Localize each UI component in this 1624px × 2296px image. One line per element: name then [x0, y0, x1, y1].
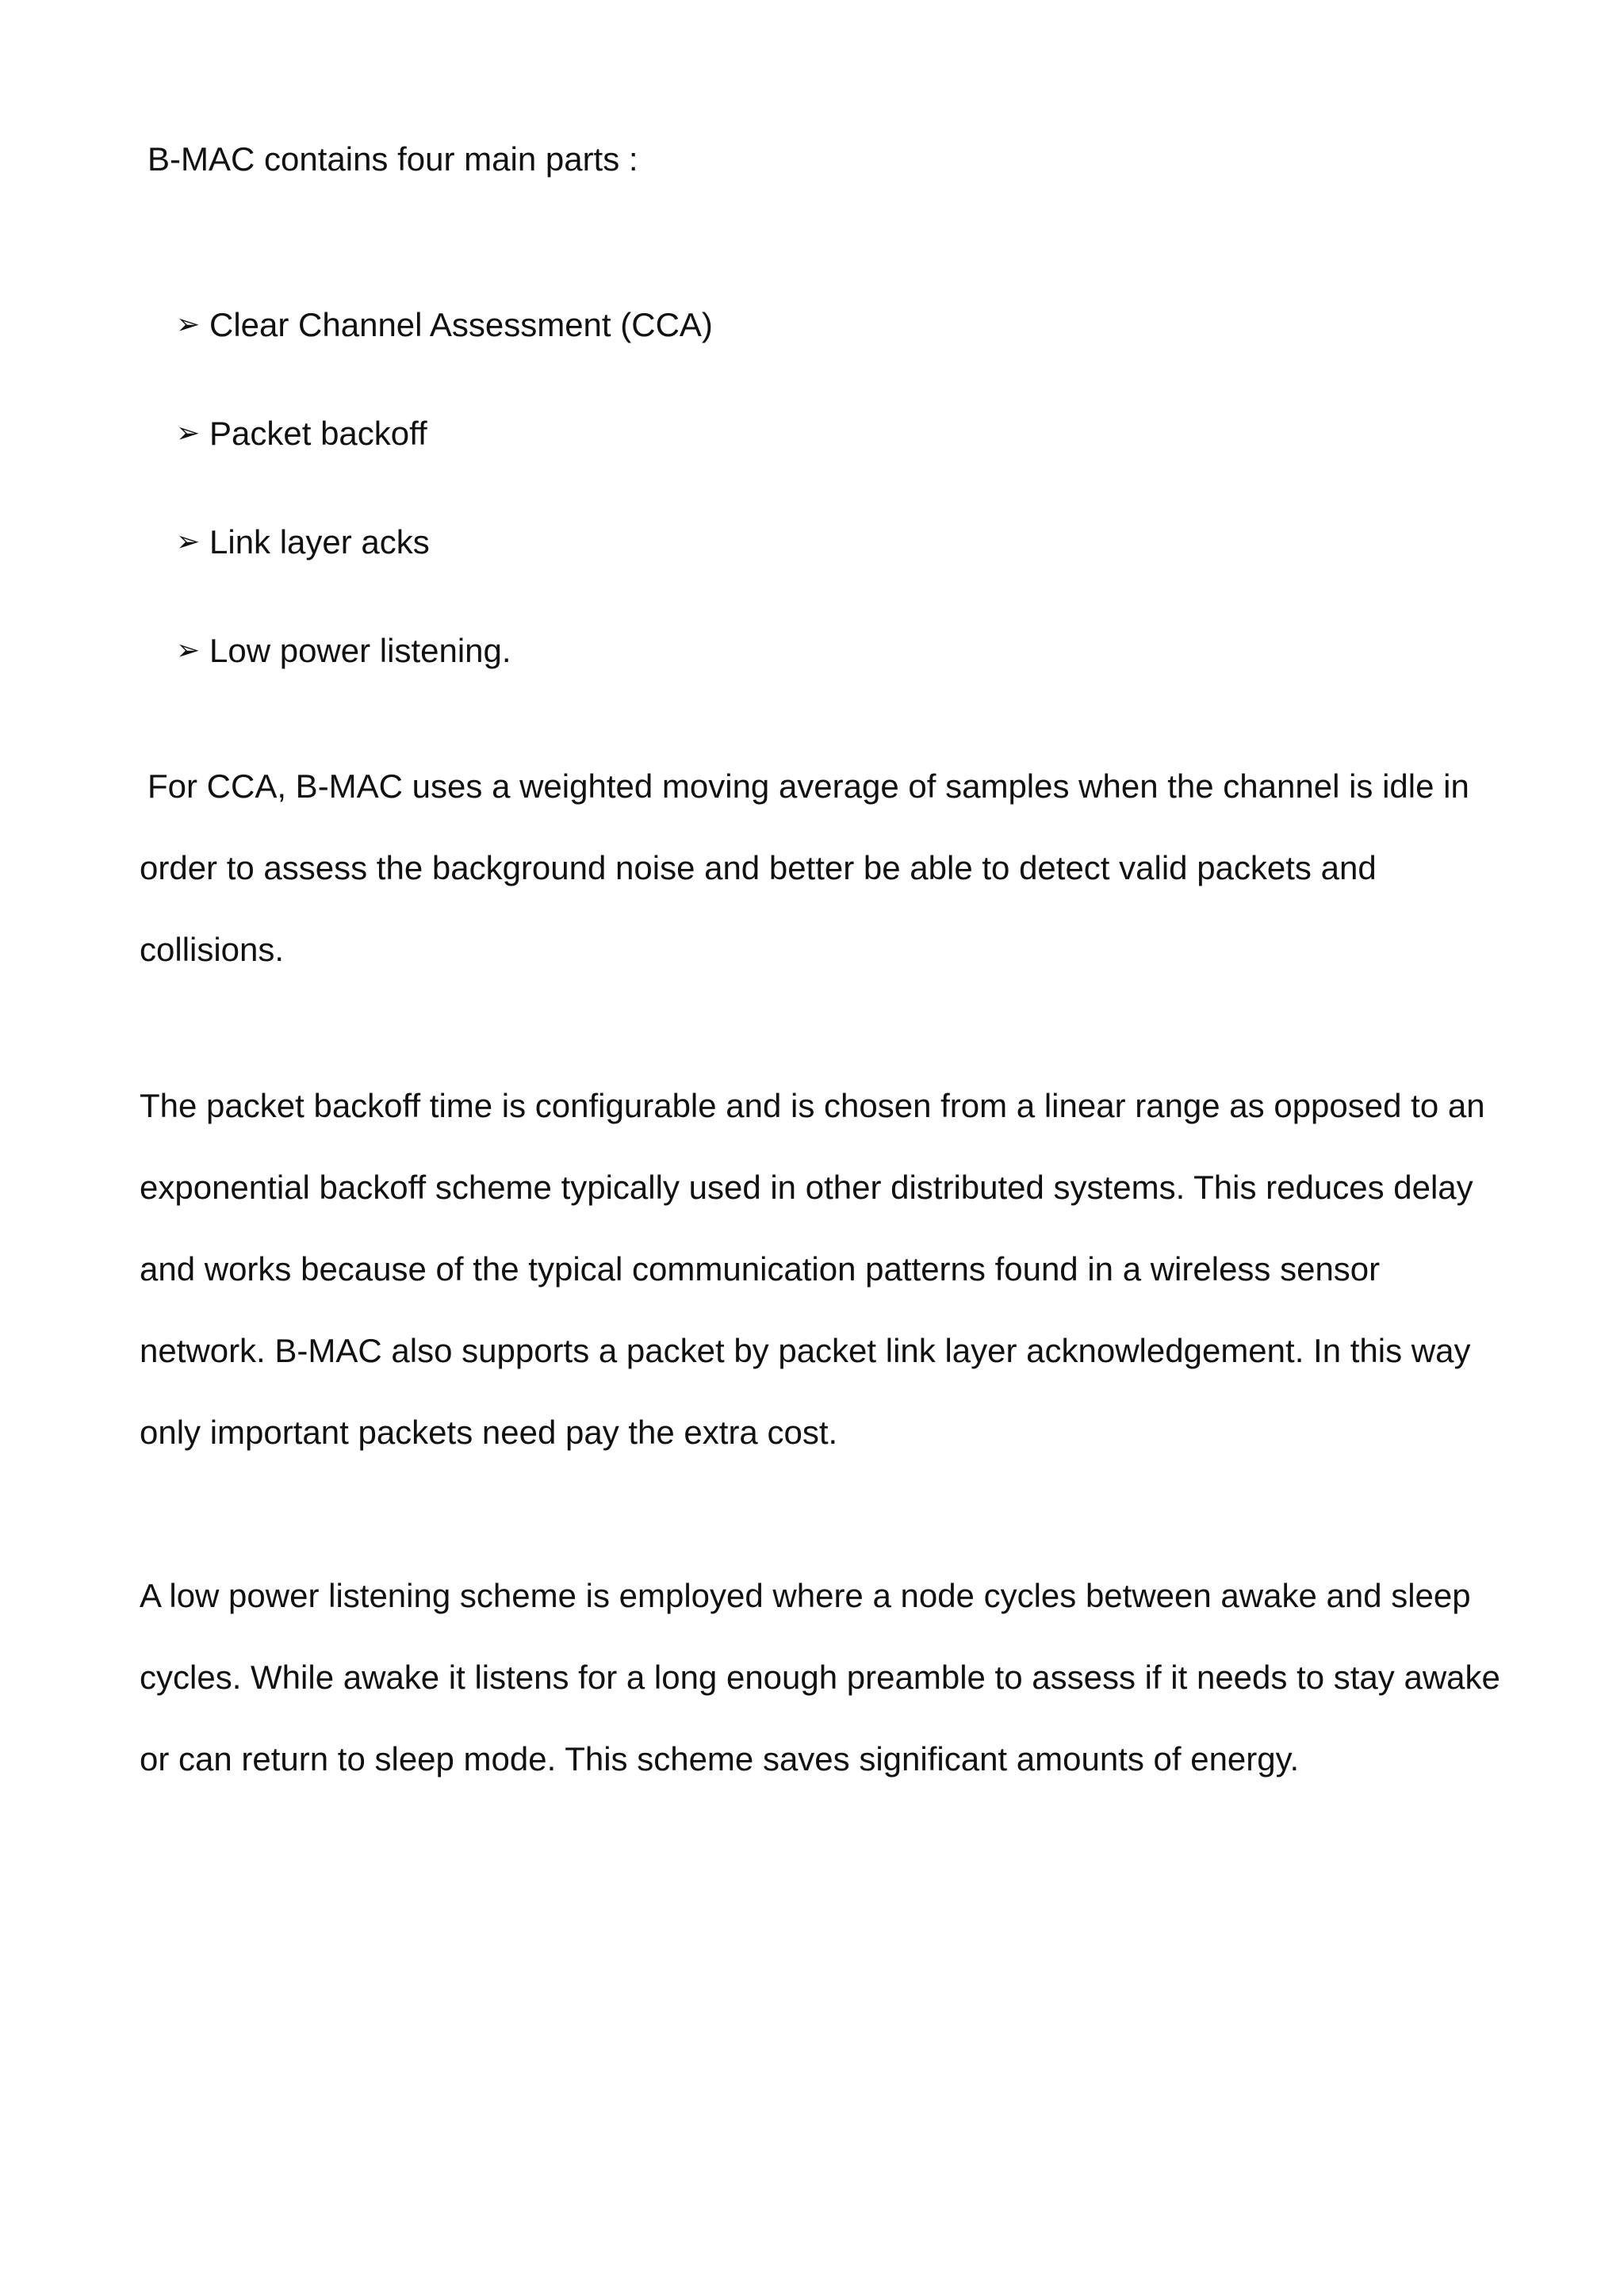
list-item: [176, 304, 713, 413]
list-item: [176, 413, 713, 522]
parts-list: [176, 304, 713, 739]
list-item: [176, 630, 713, 739]
list-item: [176, 522, 713, 630]
list-item-text: Low power listening.: [209, 632, 511, 669]
list-item-text: Link layer acks: [209, 523, 430, 561]
paragraph-text: For CCA, B-MAC uses a weighted moving average of samples when the channel is idle in order to assess the background noise and better be able to detect valid packets and collisions.: [140, 767, 1469, 968]
paragraph-backoff: The packet backoff time is configurable and is chosen from a linear range as opposed to an exponential backoff scheme typically used in other distributed systems. This reduces delay and works because of the typical communication patterns found in a wireless sensor network. B-MAC also supports a packet by packet link layer acknowledgement. In this way only important packets need pay the extra cost.: [140, 1087, 1485, 1451]
list-item-text: Packet backoff: [209, 415, 427, 452]
list-item-text: Clear Channel Assessment (CCA): [209, 306, 713, 343]
paragraph-low-power: A low power listening scheme is employed where a node cycles between awake and sleep cycles. While awake it listens for a long enough preamble to assess if it needs to stay awake or can return to sleep mode. This scheme saves significant amounts of energy.: [140, 1577, 1500, 1777]
paragraph-cca: [140, 745, 1511, 990]
arrow-bullet-icon: ➢: [176, 634, 201, 667]
intro-text: B-MAC contains four main parts :: [147, 140, 638, 178]
arrow-bullet-icon: ➢: [176, 308, 201, 341]
arrow-bullet-icon: ➢: [176, 417, 201, 450]
arrow-bullet-icon: ➢: [176, 526, 201, 558]
